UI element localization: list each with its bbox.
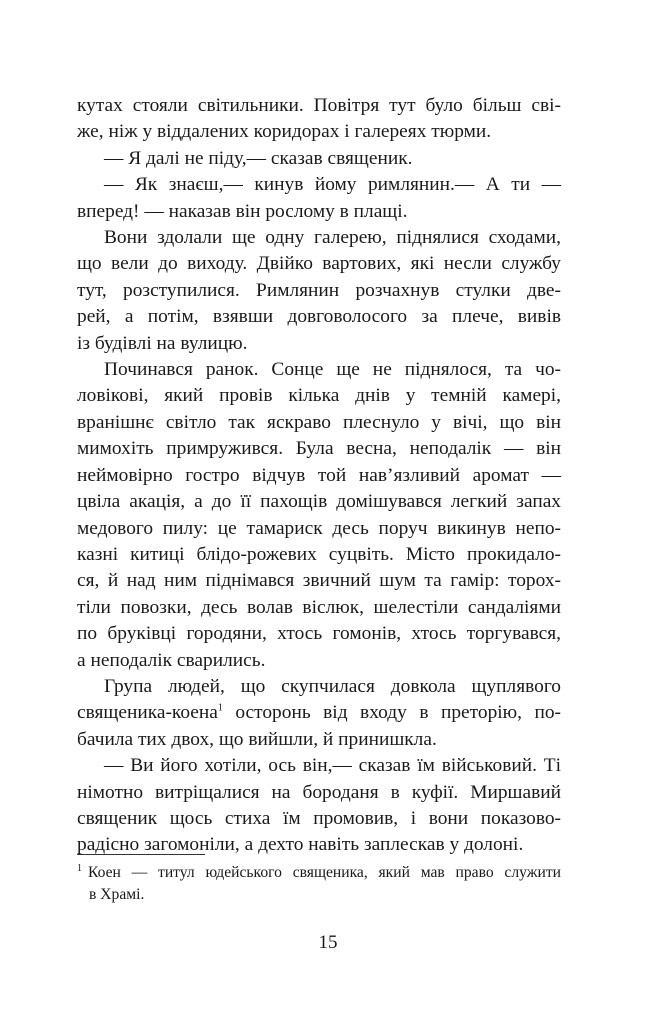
text-line: ся, й над ним піднімався звичний шум та гамір: торох-: [77, 570, 561, 592]
text-line: по бруківці городяни, хтось гомонів, хтось торгувався,: [77, 623, 561, 645]
paragraph: [77, 753, 561, 859]
koen-word: священика-коена: [77, 702, 218, 724]
text-line: Починався ранок. Сонце ще не піднялося, та чо-: [104, 359, 561, 381]
text-line: а неподалік сварились.: [77, 649, 266, 671]
paragraph: [77, 357, 561, 674]
text-line: радісно загомоніли, а дехто навіть заплескав у долоні.: [77, 834, 524, 856]
text-line: Група людей, що скупчилася довкола щуплявого: [104, 675, 561, 697]
text-line: — Я далі не піду,— сказав священик.: [104, 147, 413, 169]
text-line: же, ніж у віддалених коридорах і галереях тюрми.: [77, 121, 492, 143]
text-line: мимохіть примружився. Була весна, неподалік — він: [77, 438, 561, 460]
text-line: бачила тих двох, що вийшли, й принишкла.: [77, 728, 437, 750]
text-line: цвіла акація, а до її пахощів домішувався легкий запах: [77, 491, 561, 513]
text-line: медового пилу: це тамариск десь поруч викинув непо-: [77, 517, 561, 539]
paragraph: [77, 172, 561, 225]
paragraph: [77, 674, 561, 753]
text-line: тіли повозки, десь волав віслюк, шелестіли сандаліями: [77, 596, 561, 618]
text-line: ловікові, який провів кілька днів у темній камері,: [77, 385, 561, 407]
footnote: [77, 858, 561, 906]
paragraph: [77, 225, 561, 357]
footnote-divider: [77, 854, 205, 855]
text-line: — Ви його хотіли, ось він,— сказав їм військовий. Ті: [104, 755, 561, 777]
text-line: що вели до виходу. Двійко вартових, які несли службу: [77, 253, 561, 275]
text-line-with-footnote: [77, 700, 561, 726]
paragraph: [77, 93, 561, 146]
text-line: із будівлі на вулицю.: [77, 332, 248, 354]
koen-tail: осторонь від входу в преторію, по-: [222, 702, 561, 724]
footnote-line: [77, 858, 561, 884]
footnote-reference[interactable]: 1: [217, 702, 223, 714]
body-text: [77, 93, 561, 859]
text-line: кутах стояли світильники. Повітря тут було більш сві-: [77, 95, 561, 116]
text-line: німотно витріщалися на бороданя в куфії. Миршавий: [77, 781, 561, 803]
footnote-mark: 1: [77, 863, 82, 874]
text-line: рей, а потім, взявши довговолосого за плече, вивів: [77, 306, 561, 328]
footnote-text: Коен — титул юдейського священика, який мав право служити: [88, 864, 561, 882]
text-line: вранішнє світло так яскраво плеснуло у вічі, що він: [77, 411, 561, 433]
footnote-line: в Храмі.: [89, 886, 145, 904]
page-number: 15: [318, 932, 338, 953]
text-line: неймовірно гостро відчув той нав’язливий аромат —: [77, 464, 561, 486]
text-line: священик щось стиха їм промовив, і вони показово-: [77, 807, 561, 829]
text-line: Вони здолали ще одну галерею, піднялися сходами,: [104, 227, 561, 249]
text-line: тут, розступилися. Римлянин розчахнув стулки две-: [77, 279, 561, 301]
text-line: — Як знаєш,— кинув йому римлянин.— А ти —: [104, 174, 561, 196]
text-line: вперед! — наказав він рослому в плащі.: [77, 200, 408, 222]
text-line: казні китиці блідо-рожевих суцвіть. Місто прокидало-: [77, 543, 561, 565]
paragraph: [77, 146, 561, 172]
